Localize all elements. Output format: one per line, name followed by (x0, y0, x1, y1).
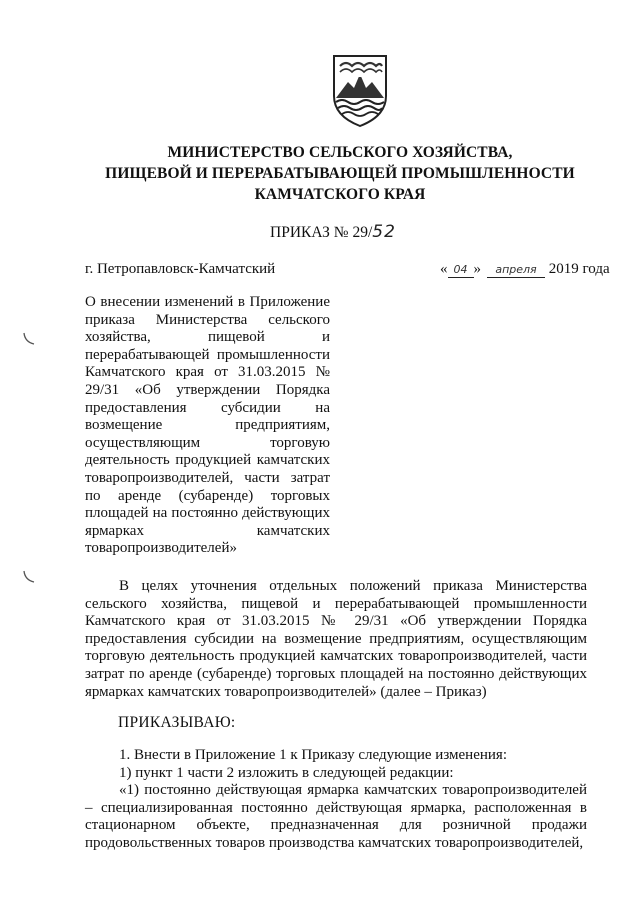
margin-mark-icon (22, 332, 36, 346)
order-subject: О внесении изменений в Приложение приказа Министерства сельского хозяйства, пищевой и перерабатывающей промышленности Камчатского края от 31.03.2015 № 29/31 «Об утверждении Порядка предоставления субсидии на возмещение предприятиям, осуществляющим торговую деятельность продукцией камчатских товаропроизводителей, части затрат по аренде (субаренде) торговых площадей на постоянно действующих ярмарках камчатских товаропроизводителей» (85, 294, 330, 557)
ministry-title-line-2: ПИЩЕВОЙ И ПЕРЕРАБАТЫВАЮЩЕЙ ПРОМЫШЛЕННОСТИ (105, 165, 575, 182)
preamble-text: В целях уточнения отдельных положений приказа Министерства сельского хозяйства, пищевой и перерабатывающей промышленности Камчатского края от 31.03.2015 № 29/31 «Об утверждении Порядка предоставления субсидии на возмещение предприятиям, осуществляющим торговую деятельность продукцией камчатских товаропроизводителей, части затрат по аренде (субаренде) торговых площадей на постоянно действующих ярмарках камчатских товаропроизводителей» (далее – Приказ) (85, 578, 587, 700)
order-number-handwritten: 52 (372, 222, 396, 242)
date-open-quote: « (440, 261, 448, 277)
preamble (85, 578, 587, 701)
date-month-handwritten: апреля (487, 263, 545, 278)
order-label: ПРИКАЗ № (270, 224, 349, 241)
date-close-quote: » (473, 261, 481, 277)
date-day-handwritten: 04 (448, 263, 474, 278)
ministry-title-line-1: МИНИСТЕРСТВО СЕЛЬСКОГО ХОЗЯЙСТВА, (167, 144, 513, 161)
date-year: 2019 года (548, 261, 610, 277)
city: г. Петропавловск-Камчатский (85, 261, 276, 277)
orders-word: ПРИКАЗЫВАЮ: (118, 714, 236, 731)
order-item: 1) пункт 1 части 2 изложить в следующей редакции: (119, 764, 454, 781)
order-date (440, 261, 610, 278)
order-item: «1) постоянно действующая ярмарка камчатских товаропроизводителей – специализированная постоянно действующая ярмарка, расположенная в стационарном объекте, предназначенная для розничной продажи продовольственных товаров производства камчатских товаропроизводителей, (85, 782, 587, 851)
ministry-title (60, 142, 620, 205)
ministry-title-line-3: КАМЧАТСКОГО КРАЯ (254, 186, 426, 203)
order-items (85, 747, 587, 853)
kamchatka-coat-of-arms-icon (330, 52, 390, 128)
margin-mark-icon (22, 570, 36, 584)
order-item: 1. Внести в Приложение 1 к Приказу следующие изменения: (119, 747, 507, 763)
order-heading (270, 222, 396, 242)
order-number-printed: 29/ (352, 224, 373, 241)
